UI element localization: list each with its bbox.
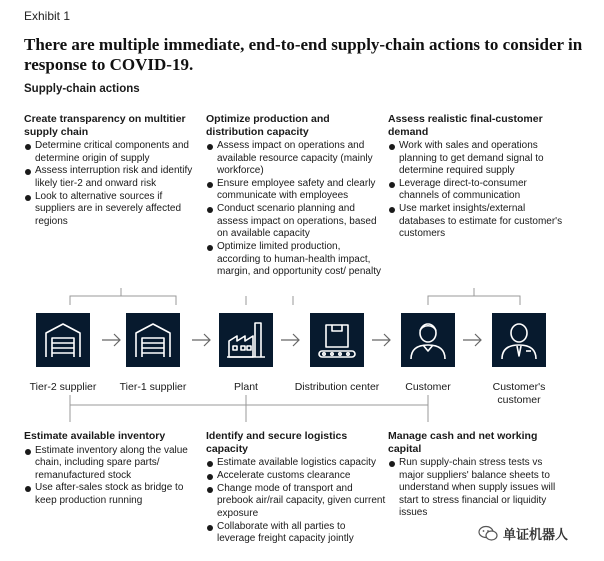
bullet-item: Accelerate customs clearance	[206, 470, 386, 483]
bullet-item: Estimate inventory along the value chain, including spare parts/ remanufactured stock	[24, 445, 204, 483]
exhibit-label: Exhibit 1	[24, 9, 71, 23]
bullet-item: Leverage direct-to-consumer channels of communication	[388, 178, 568, 203]
node-tier2-supplier	[36, 313, 90, 367]
arrow-1	[102, 334, 120, 346]
bullet-list	[388, 140, 568, 241]
node-label: Plant	[234, 381, 258, 393]
node-label: Customer	[405, 381, 451, 393]
node-plant	[219, 313, 273, 367]
bullet-item: Change mode of transport and prebook air/rail capacity, given current exposure	[206, 483, 386, 521]
column-inventory	[24, 430, 204, 508]
bullet-item: Work with sales and operations planning to get demand signal to determine required supply	[388, 140, 568, 178]
node-label: Customer's customer	[492, 381, 546, 406]
bullet-item: Optimize limited production, according to human-health impact, margin, and opportunity cost/ penalty	[206, 241, 386, 279]
column-title: Identify and secure logistics capacity	[206, 430, 348, 455]
person-icon	[401, 313, 455, 367]
bullet-item: Run supply-chain stress tests vs major suppliers' balance sheets to understand when supply issues will start to stress financial or liquidity issues	[388, 457, 568, 520]
bullet-list	[206, 140, 386, 279]
bullet-list	[24, 140, 204, 228]
bullet-item: Ensure employee safety and clearly communicate with employees	[206, 178, 386, 203]
column-title: Optimize production and distribution capacity	[206, 113, 330, 138]
watermark	[478, 524, 568, 543]
bracket-top-right	[428, 296, 520, 305]
bullet-item: Use after-sales stock as bridge to keep production running	[24, 482, 204, 507]
section-label: Supply-chain actions	[24, 83, 140, 95]
warehouse-icon	[126, 313, 180, 367]
conveyor-box-icon	[310, 313, 364, 367]
column-title: Create transparency on multitier supply chain	[24, 113, 186, 138]
bullet-item: Collaborate with all parties to leverage freight capacity jointly	[206, 521, 386, 546]
node-customer	[401, 313, 455, 367]
factory-icon	[219, 313, 273, 367]
wechat-icon	[478, 525, 498, 542]
node-customers-customer	[492, 313, 546, 367]
businessman-icon	[492, 313, 546, 367]
warehouse-icon	[36, 313, 90, 367]
bullet-item: Assess interruption risk and identify likely tier-2 and onward risk	[24, 165, 204, 190]
node-label: Distribution center	[294, 381, 380, 393]
arrow-4	[372, 334, 390, 346]
arrow-5	[463, 334, 481, 346]
bullet-item: Determine critical components and determine origin of supply	[24, 140, 204, 165]
column-production	[206, 113, 386, 279]
bullet-list	[206, 457, 386, 546]
column-title: Estimate available inventory	[24, 430, 166, 442]
column-demand	[388, 113, 568, 241]
page-title: There are multiple immediate, end-to-end supply-chain actions to consider in response to COVID-19.	[24, 35, 583, 74]
watermark-text: 单证机器人	[503, 528, 569, 543]
bullet-item: Estimate available logistics capacity	[206, 457, 386, 470]
node-distribution-center	[310, 313, 364, 367]
column-title: Manage cash and net working capital	[388, 430, 538, 455]
bracket-top-left	[70, 296, 176, 305]
arrow-3	[281, 334, 299, 346]
arrow-2	[192, 334, 210, 346]
bullet-item: Use market insights/external databases to estimate for customer's customers	[388, 203, 568, 241]
node-tier1-supplier	[126, 313, 180, 367]
bracket-bottom-wide	[70, 395, 428, 405]
bullet-item: Look to alternative sources if suppliers are in severely affected regions	[24, 191, 204, 229]
bullet-list	[24, 445, 204, 508]
column-cash	[388, 430, 568, 520]
column-transparency	[24, 113, 204, 229]
node-label: Tier-1 supplier	[119, 381, 187, 393]
bullet-list	[388, 457, 568, 520]
bullet-item: Conduct scenario planning and assess impact on operations, based on available capacity	[206, 203, 386, 241]
column-title: Assess realistic final-customer demand	[388, 113, 543, 138]
bullet-item: Assess impact on operations and available resource capacity (mainly workforce)	[206, 140, 386, 178]
column-logistics	[206, 430, 386, 546]
node-label: Tier-2 supplier	[29, 381, 97, 393]
